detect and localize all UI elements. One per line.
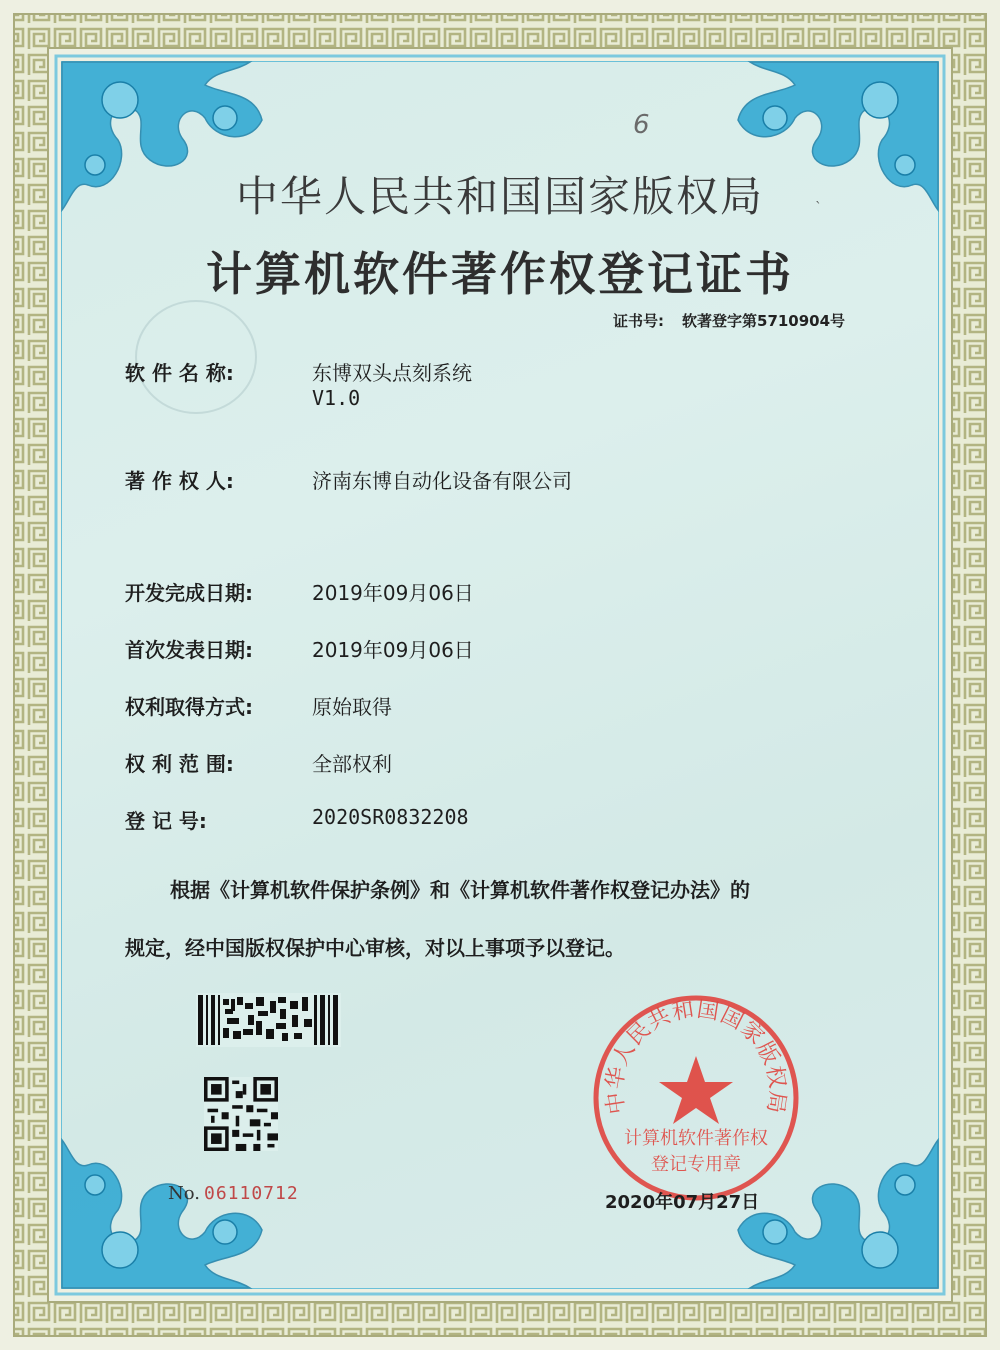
scope-value: 全部权利 xyxy=(312,752,392,776)
issuer-title: 中华人民共和国国家版权局 xyxy=(235,172,764,221)
barcode xyxy=(196,993,341,1047)
seal-ring-text: 中华人民共和国国家版权局 xyxy=(602,997,790,1116)
owner-value: 济南东博自动化设备有限公司 xyxy=(312,469,572,493)
statement-line-2: 规定，经中国版权保护中心审核，对以上事项予以登记。 xyxy=(125,936,625,960)
certificate-number xyxy=(613,310,845,331)
dev-date-label: 开发完成日期: xyxy=(125,581,253,605)
pub-date-label: 首次发表日期: xyxy=(125,638,253,662)
cert-no-value: 软著登字第5710904号 xyxy=(682,312,846,330)
seal-line-1: 计算机软件著作权 xyxy=(624,1128,768,1149)
seal-line-2: 登记专用章 xyxy=(651,1154,741,1175)
statement-line-1: 根据《计算机软件保护条例》和《计算机软件著作权登记办法》的 xyxy=(170,878,750,902)
software-name-value: 东博双头点刻系统 xyxy=(312,361,472,385)
software-version: V1.0 xyxy=(312,386,361,410)
qr-code xyxy=(204,1077,278,1151)
registration-value: 2020SR0832208 xyxy=(312,805,469,829)
scope-label: 权 利 范 围: xyxy=(125,752,234,776)
pub-date-value: 2019年09月06日 xyxy=(312,638,474,662)
serial-number: 06110712 xyxy=(204,1183,299,1204)
certificate-title: 计算机软件著作权登记证书 xyxy=(206,247,794,301)
acquisition-label: 权利取得方式: xyxy=(125,695,253,719)
cert-no-label: 证书号: xyxy=(613,312,664,330)
issue-date: 2020年07月27日 xyxy=(605,1192,760,1213)
ink-dot: ` xyxy=(815,200,822,216)
seal-star-icon xyxy=(659,1056,733,1124)
owner-label: 著 作 权 人: xyxy=(125,469,234,493)
handwritten-mark: 6 xyxy=(633,110,650,140)
software-name-label: 软 件 名 称: xyxy=(125,361,234,385)
serial-label: No. xyxy=(168,1183,200,1204)
dev-date-value: 2019年09月06日 xyxy=(312,581,474,605)
acquisition-value: 原始取得 xyxy=(312,695,392,719)
registration-label: 登 记 号: xyxy=(125,809,207,833)
official-seal xyxy=(588,990,804,1206)
